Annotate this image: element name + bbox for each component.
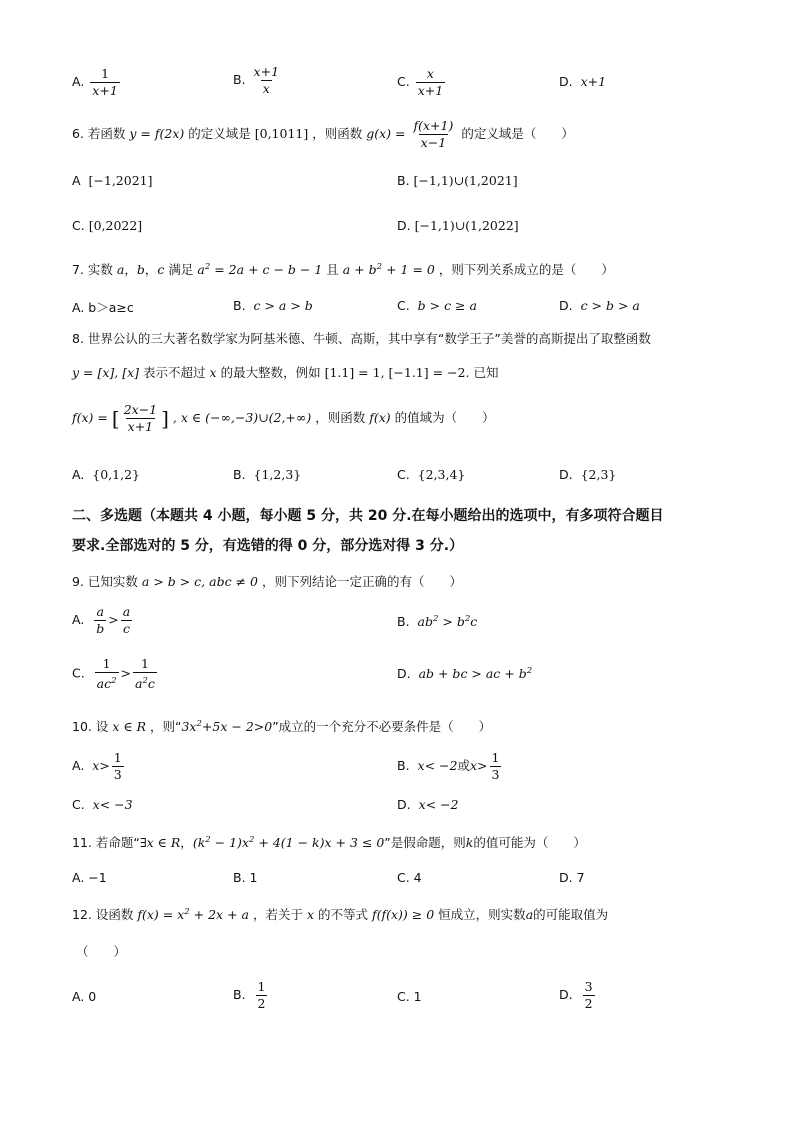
q5-option-b[interactable]: B. $\frac{x+1}{x}$ [233,64,280,96]
q12-option-a[interactable]: A. 0 [72,989,97,1004]
q5-option-d[interactable]: D. x+1 [559,74,607,89]
fraction: $\frac{2x-1}{x+1}$ [123,402,158,434]
q10-option-b[interactable]: B. x< −2或x> $\frac{1}{3}$ [397,750,500,782]
q11-option-b[interactable]: B. 1 [233,870,258,885]
question-12: 12. 设函数 $f(x) = x^2 + 2x + a$ ，若关于 x 的不等式 f(f(x)) ≥ 0 恒成立，则实数a的可能取值为 [72,906,609,922]
q7-option-b[interactable]: B. c > a > b [233,298,313,313]
question-8-line2: y = [x], [x] 表示不超过 x 的最大整数，例如 [1.1] = 1, [−1.1] = −2. 已知 [72,365,499,380]
q7-option-a[interactable]: A. b＞a≥c [72,300,134,315]
q6-option-d[interactable]: D. [−1,1)∪(1,2022] [397,218,519,233]
q7-option-d[interactable]: D. c > b > a [559,298,640,313]
fraction: $\frac{f(x+1)}{x-1}$ [413,118,454,150]
q8-option-c[interactable]: C. {2,3,4} [397,467,466,482]
q7-option-c[interactable]: C. b > c ≥ a [397,298,477,313]
q10-option-a[interactable]: A. x> $\frac{1}{3}$ [72,750,122,782]
question-6: 6. 若函数 y = f(2x) 的定义域是 [0,1011] ，则函数 g(x) = $\frac{f(x+1)}{x-1}$ 的定义域是（ ） [72,118,574,150]
q5-option-c[interactable]: C. $\frac{x}{x+1}$ [397,66,444,98]
question-10: 10. 设 x ∈ R ，则“$3x^2+5x - 2>0$”成立的一个充分不必要条件是（ ） [72,718,492,734]
q10-option-c[interactable]: C. x< −3 [72,797,133,812]
q6-option-a[interactable]: A [−1,2021] [72,173,153,188]
q9-option-b[interactable]: B. $ab^2 > b^2c$ [397,614,478,630]
section-heading: 二、多选题（本题共 4 小题，每小题 5 分，共 20 分.在每小题给出的选项中，有多项符合题目 [72,508,664,524]
q12-option-b[interactable]: B. $\frac{1}{2}$ [233,979,266,1011]
question-8-line3: f(x) = [ $\frac{2x-1}{x+1}$ ] , x ∈ (−∞,−3)∪(2,+∞) ，则函数 f(x) 的值域为（ ） [72,402,495,434]
question-7: 7. 实数 a，b，c 满足 $a^2 = 2a + c - b - 1$ 且 $a + b^2 + 1 = 0$ ，则下列关系成立的是（ ） [72,261,614,277]
section-heading-line2: 要求.全部选对的 5 分，有选错的得 0 分，部分选对得 3 分.） [72,538,464,554]
fraction: $\frac{x+1}{x}$ [253,64,280,96]
question-8-line1: 8. 世界公认的三大著名数学家为阿基米德、牛顿、高斯，其中享有“数学王子”美誉的高斯提出了取整函数 [72,331,651,346]
q12-option-c[interactable]: C. 1 [397,989,422,1004]
fraction: $\frac{1}{x+1}$ [92,66,118,98]
q8-option-a[interactable]: A. {0,1,2} [72,467,140,482]
q11-option-d[interactable]: D. 7 [559,870,585,885]
q12-option-d[interactable]: D. $\frac{3}{2}$ [559,979,593,1011]
question-9: 9. 已知实数 a > b > c, abc ≠ 0 ，则下列结论一定正确的有（ ） [72,574,462,589]
q8-option-d[interactable]: D. {2,3} [559,467,617,482]
q9-option-a[interactable]: A. $\frac{a}{b}$ > $\frac{a}{c}$ [72,604,131,636]
q9-option-c[interactable]: C. $\frac{1}{ac^2}$ > $\frac{1}{a^2c}$ [72,656,155,692]
q10-option-d[interactable]: D. x< −2 [397,797,459,812]
q8-option-b[interactable]: B. {1,2,3} [233,467,302,482]
q11-option-c[interactable]: C. 4 [397,870,422,885]
q9-option-d[interactable]: D. ab + bc > ac + $b^2$ [397,666,533,682]
q5-option-a[interactable]: A. $\frac{1}{x+1}$ [72,66,118,98]
q6-option-b[interactable]: B. [−1,1)∪(1,2021] [397,173,518,188]
q11-option-a[interactable]: A. −1 [72,870,107,885]
q12-answer-paren: （ ） [76,944,127,959]
fraction: $\frac{x}{x+1}$ [417,66,444,98]
question-11: 11. 若命题“∃x ∈ R，$(k^2 - 1)x^2 + 4(1 - k)x + 3 \le 0$”是假命题，则k的值可能为（ ） [72,834,586,850]
q6-option-c[interactable]: C. [0,2022] [72,218,143,233]
